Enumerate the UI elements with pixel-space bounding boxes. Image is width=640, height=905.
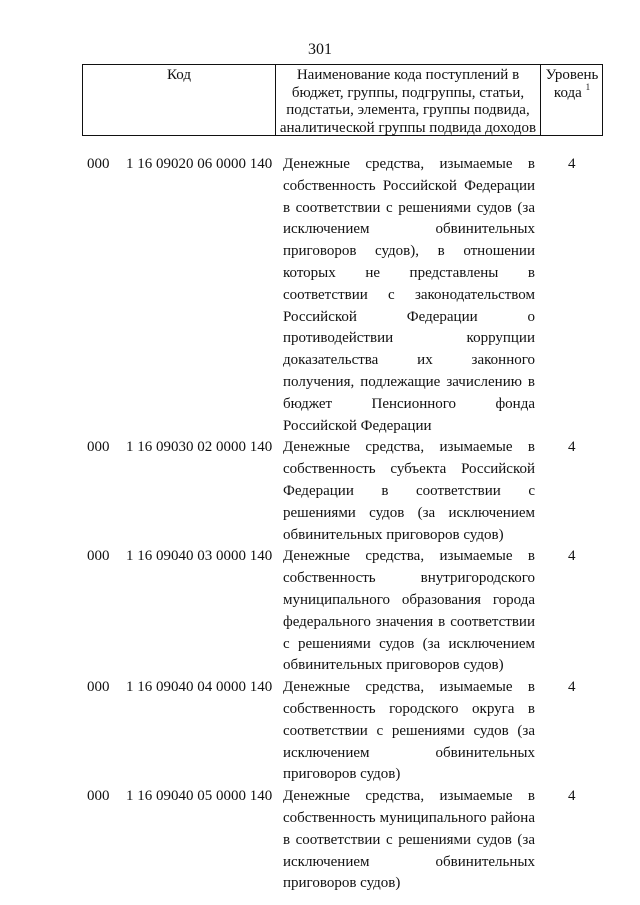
header-name-line: подстатьи, элемента, группы подвида,	[286, 102, 530, 118]
header-code	[83, 67, 275, 85]
admin-code: 000	[87, 548, 110, 565]
table-row	[0, 786, 640, 895]
header-name-line: аналитической группы подвида доходов	[279, 119, 537, 136]
table-row	[0, 546, 640, 677]
income-code: 1 16 09040 04 0000 140	[126, 679, 273, 696]
footnote-marker: 1	[585, 81, 591, 92]
income-name: Денежные средства, изымаемые в собственность субъекта Российской Федерации в соответствии с решениями судов (за исключением обвинительных приговоров судов)	[283, 439, 535, 543]
admin-code: 000	[87, 439, 110, 456]
code-level: 4	[568, 788, 576, 805]
table-row	[0, 677, 640, 786]
income-code: 1 16 09040 05 0000 140	[126, 788, 273, 805]
admin-code: 000	[87, 788, 110, 805]
code-level: 4	[568, 439, 576, 456]
header-name-line: бюджет, группы, подгруппы, статьи,	[291, 84, 525, 101]
code-level: 4	[568, 156, 576, 172]
header-name-line: Наименование кода поступлений в	[296, 67, 520, 83]
table-row	[0, 154, 640, 437]
header-code-label: Код	[167, 67, 191, 83]
page-number: 301	[308, 41, 332, 58]
header-level-line	[541, 81, 603, 103]
income-code: 1 16 09030 02 0000 140	[126, 439, 273, 456]
table-header	[82, 64, 603, 136]
income-code: 1 16 09020 06 0000 140	[126, 156, 273, 172]
income-name: Денежные средства, изымаемые в собственность Российской Федерации в соответствии с решениями судов (за исключением обвинительных приговоров судов), в отношении которых не представлены в соответствии с законодательством Российской Федерации о противодействии коррупции доказательства их законного получения, подлежащие зачислению в бюджет Пенсионного фонда Российской Федерации	[283, 156, 535, 434]
income-code: 1 16 09040 03 0000 140	[126, 548, 273, 565]
header-level-word: кода	[553, 84, 582, 101]
table-body	[0, 154, 640, 895]
income-name: Денежные средства, изымаемые в собственность муниципального района в соответствии с решениями судов (за исключением обвинительных приговоров судов)	[283, 788, 535, 892]
header-name	[276, 67, 540, 137]
code-level: 4	[568, 679, 576, 696]
admin-code: 000	[87, 156, 110, 172]
income-name: Денежные средства, изымаемые в собственность внутригородского муниципального образования города федерального значения в соответствии с решениями судов (за исключением обвинительных приговоров судов)	[283, 548, 535, 674]
header-level-line: Уровень	[545, 67, 599, 83]
code-level: 4	[568, 548, 576, 565]
income-name: Денежные средства, изымаемые в собственность городского округа в соответствии с решениями судов (за исключением обвинительных приговоров судов)	[283, 679, 535, 783]
admin-code: 000	[87, 679, 110, 696]
header-level	[541, 67, 603, 102]
table-row	[0, 437, 640, 546]
